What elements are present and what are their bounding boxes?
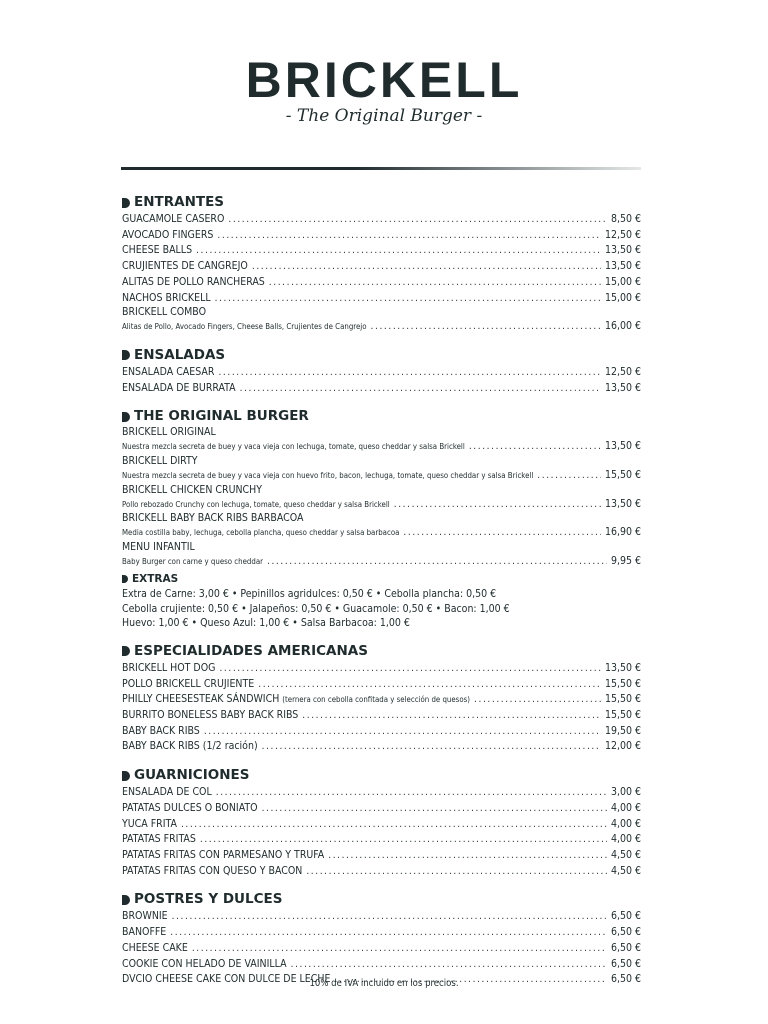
menu-item: BABY BACK RIBS (1/2 ración) ..... 12,00 € [122,739,641,755]
tagline: - The Original Burger - [285,106,483,126]
footer-note: 10% de IVA incluido en los precios. [309,978,459,989]
menu-item: CHEESE BALLS ..... 13,50 € [122,243,641,259]
section-title: ENSALADAS [122,346,641,365]
extras-line: Cebolla crujiente: 0,50 € • Jalapeños: 0,50 € • Guacamole: 0,50 € • Bacon: 1,00 € [122,602,510,615]
menu-item: BRICKELL BABY BACK RIBS BARBACOA Media costilla baby, lechuga, cebolla plancha, queso cheddar y salsa barbacoa ..... 16,90 € [122,512,641,541]
brand-logo: BRICKELL [245,52,523,108]
section-title: POSTRES Y DULCES [122,890,641,909]
section-bullet-icon [122,198,130,208]
section-entrantes [122,193,641,335]
menu-item: ENSALADA DE COL ..... 3,00 € [122,785,641,801]
extras-line: Extra de Carne: 3,00 € • Pepinillos agridulces: 0,50 € • Cebolla plancha: 0,50 € [122,587,497,600]
menu-item: ENSALADA DE BURRATA ..... 13,50 € [122,381,641,397]
menu-item: GUACAMOLE CASERO ..... 8,50 € [122,212,641,228]
menu-item: CHEESE CAKE ..... 6,50 € [122,941,641,957]
menu-item: ENSALADA CAESAR ..... 12,50 € [122,365,641,381]
section-bullet-icon [122,895,130,905]
menu-item: BRICKELL CHICKEN CRUNCHY Pollo rebozado Crunchy con lechuga, tomate, queso cheddar y salsa Brickell ..... 13,50 € [122,484,641,513]
menu-item: COOKIE CON HELADO DE VAINILLA ..... 6,50 € [122,957,641,973]
section-title: ESPECIALIDADES AMERICANAS [122,642,641,661]
menu-item: PATATAS FRITAS CON PARMESANO Y TRUFA ..... 4,50 € [122,848,641,864]
menu-item: BRICKELL DIRTY Nuestra mezcla secreta de buey y vaca vieja con huevo frito, bacon, lechuga, tomate, queso cheddar y salsa Brickell ..... 15,50 € [122,455,641,484]
menu-item: MENU INFANTIL Baby Burger con carne y queso cheddar ..... 9,95 € [122,541,641,570]
section-title: THE ORIGINAL BURGER [122,407,641,426]
menu-item: YUCA FRITA ..... 4,00 € [122,817,641,833]
menu-item: CRUJIENTES DE CANGREJO ..... 13,50 € [122,259,641,275]
section-bullet-icon [122,350,130,360]
section-guarniciones [122,766,641,879]
menu-item: BROWNIE ..... 6,50 € [122,909,641,925]
section-bullet-icon [122,646,130,656]
extras-line: Huevo: 1,00 € • Queso Azul: 1,00 € • Salsa Barbacoa: 1,00 € [122,617,410,630]
section-bullet-icon [122,412,130,422]
menu-item: BRICKELL ORIGINAL Nuestra mezcla secreta de buey y vaca vieja con lechuga, tomate, queso cheddar y salsa Brickell ..... 13,50 € [122,426,641,455]
section-postres [122,890,641,988]
menu-item: DVCIO CHEESE CAKE CON DULCE DE LECHE ..... 6,50 € [122,972,641,988]
menu-item: BURRITO BONELESS BABY BACK RIBS ..... 15,50 € [122,708,641,724]
menu-item: BABY BACK RIBS ..... 19,50 € [122,724,641,740]
menu-item: NACHOS BRICKELL ..... 15,00 € [122,291,641,307]
menu-item: BANOFFE ..... 6,50 € [122,925,641,941]
section-ensaladas [122,346,641,396]
section-title: GUARNICIONES [122,766,641,785]
header-divider [121,167,641,170]
section-americanas [122,642,641,755]
section-bullet-icon [122,771,130,781]
menu-item: PHILLY CHEESESTEAK SÁNDWICH (ternera con cebolla confitada y selección de quesos) ..... 15,50 € [122,692,641,708]
menu-item: ALITAS DE POLLO RANCHERAS ..... 15,00 € [122,275,641,291]
menu-item: AVOCADO FINGERS ..... 12,50 € [122,228,641,244]
extras-bullet-icon [122,575,128,583]
menu-item: PATATAS FRITAS ..... 4,00 € [122,832,641,848]
menu-item: BRICKELL COMBO Alitas de Pollo, Avocado Fingers, Cheese Balls, Crujientes de Cangrejo ..... 16,00 € [122,306,641,335]
menu-item: POLLO BRICKELL CRUJIENTE ..... 15,50 € [122,677,641,693]
menu-item: PATATAS FRITAS CON QUESO Y BACON ..... 4,50 € [122,864,641,880]
section-burger [122,407,641,631]
section-title: ENTRANTES [122,193,641,212]
menu-body [122,193,641,999]
extras-title: EXTRAS [122,572,641,587]
menu-item: BRICKELL HOT DOG ..... 13,50 € [122,661,641,677]
menu-item: PATATAS DULCES O BONIATO ..... 4,00 € [122,801,641,817]
